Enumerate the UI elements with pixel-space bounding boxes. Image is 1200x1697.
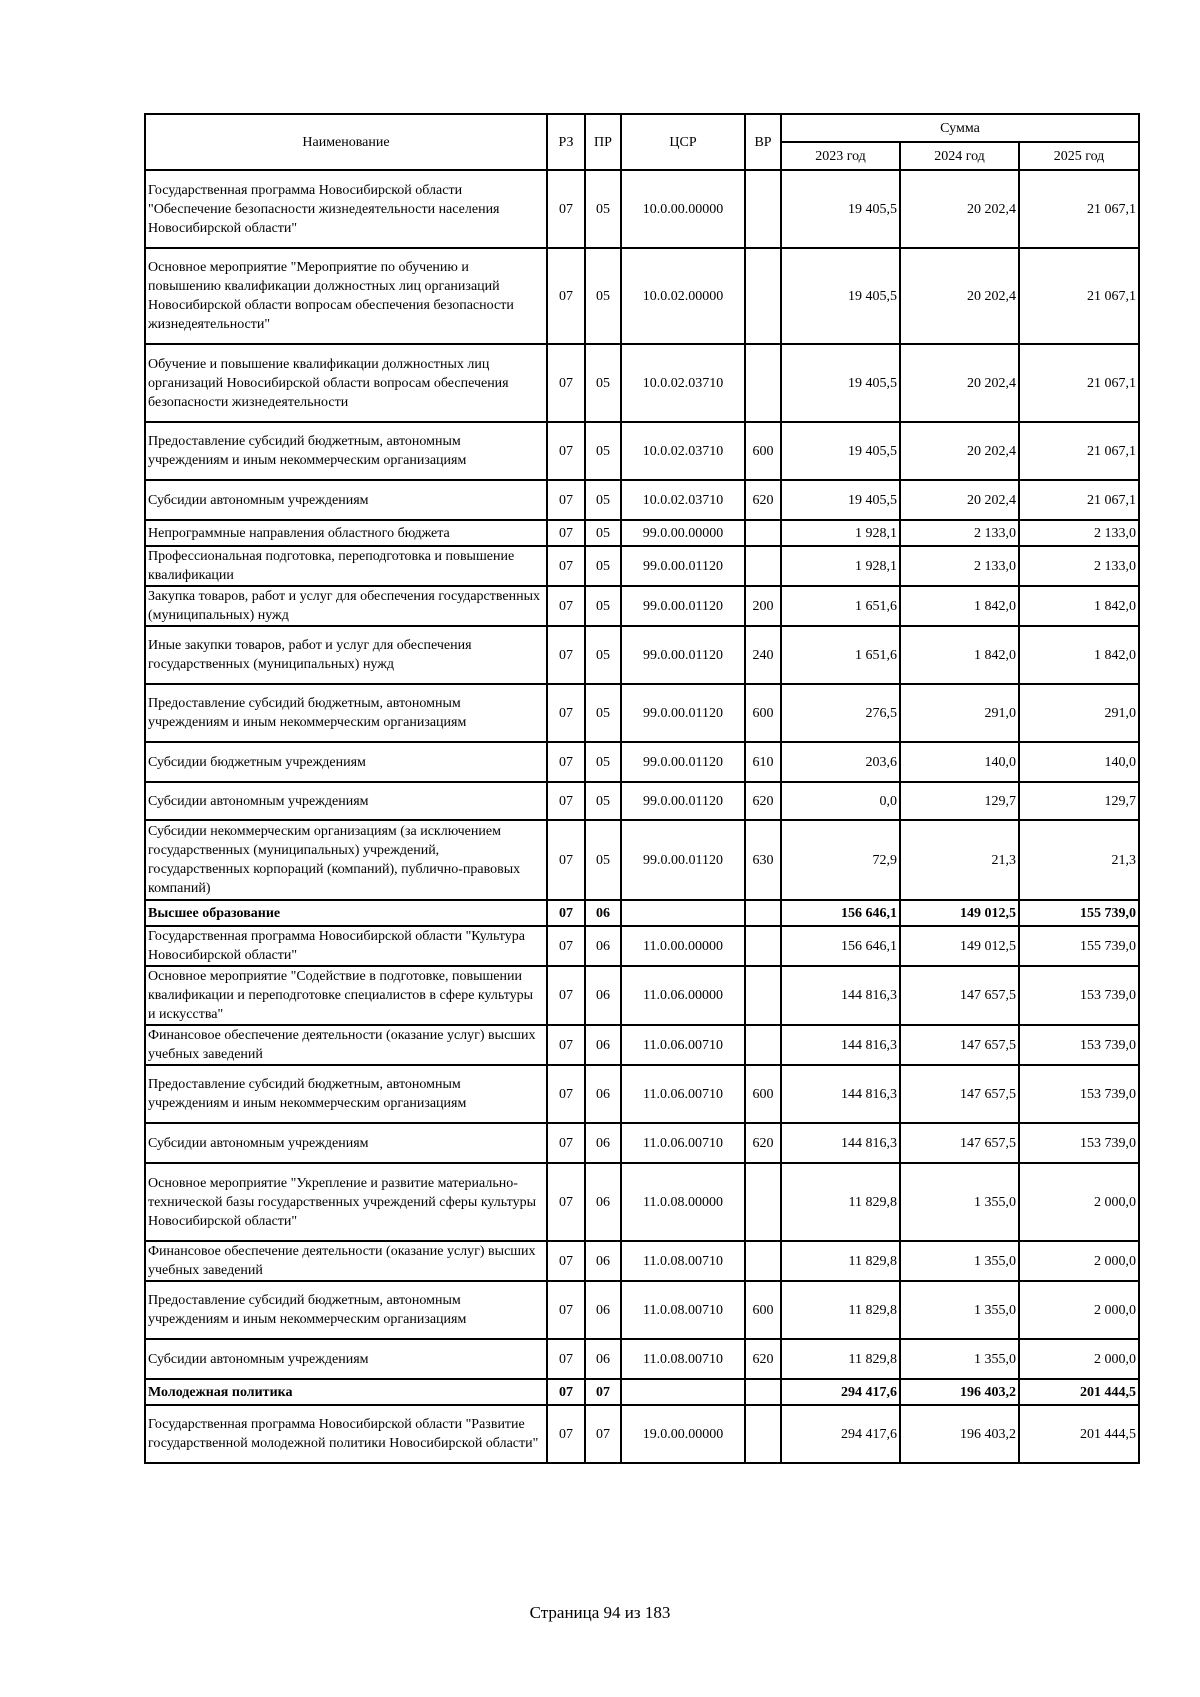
row-vr: 600: [745, 684, 781, 742]
table-row: [145, 1065, 1139, 1123]
row-sum-2024: 1 842,0: [900, 586, 1019, 626]
row-sum-2023: 294 417,6: [781, 1379, 900, 1405]
table-row: [145, 1405, 1139, 1463]
row-sum-2024: 149 012,5: [900, 900, 1019, 926]
row-sum-2023: 144 816,3: [781, 966, 900, 1025]
row-sum-2025: 2 000,0: [1019, 1241, 1139, 1281]
row-vr: [745, 1025, 781, 1065]
row-sum-2023: 19 405,5: [781, 248, 900, 344]
row-name: Финансовое обеспечение деятельности (оказание услуг) высших учебных заведений: [145, 1025, 547, 1065]
row-rz: 07: [547, 546, 585, 586]
table-row: [145, 1379, 1139, 1405]
row-rz: 07: [547, 1123, 585, 1163]
row-pr: 05: [585, 820, 621, 900]
row-sum-2023: 11 829,8: [781, 1281, 900, 1339]
header-year-2024: 2024 год: [900, 142, 1019, 170]
header-year-2025: 2025 год: [1019, 142, 1139, 170]
row-pr: 05: [585, 684, 621, 742]
row-csr: 10.0.02.03710: [621, 422, 745, 480]
row-csr: 99.0.00.01120: [621, 742, 745, 782]
row-sum-2023: 144 816,3: [781, 1065, 900, 1123]
row-csr: [621, 1379, 745, 1405]
row-csr: 11.0.06.00000: [621, 966, 745, 1025]
row-rz: 07: [547, 1065, 585, 1123]
row-name: Обучение и повышение квалификации должностных лиц организаций Новосибирской области вопросам обеспечения безопасности жизнедеятельности: [145, 344, 547, 422]
row-rz: 07: [547, 1241, 585, 1281]
row-csr: 99.0.00.01120: [621, 626, 745, 684]
row-csr: [621, 900, 745, 926]
row-vr: 620: [745, 1339, 781, 1379]
row-rz: 07: [547, 1281, 585, 1339]
row-sum-2023: 1 651,6: [781, 626, 900, 684]
table-row: [145, 170, 1139, 248]
row-sum-2024: 20 202,4: [900, 344, 1019, 422]
table-row: [145, 684, 1139, 742]
row-vr: [745, 966, 781, 1025]
row-sum-2024: 1 355,0: [900, 1281, 1019, 1339]
row-pr: 05: [585, 170, 621, 248]
row-sum-2025: 1 842,0: [1019, 626, 1139, 684]
row-sum-2025: 21 067,1: [1019, 422, 1139, 480]
row-sum-2024: 1 842,0: [900, 626, 1019, 684]
row-name: Непрограммные направления областного бюджета: [145, 520, 547, 546]
row-sum-2023: 19 405,5: [781, 480, 900, 520]
table-row: [145, 422, 1139, 480]
row-sum-2025: 21 067,1: [1019, 344, 1139, 422]
row-sum-2023: 1 928,1: [781, 520, 900, 546]
row-rz: 07: [547, 170, 585, 248]
row-name: Субсидии автономным учреждениям: [145, 782, 547, 820]
row-rz: 07: [547, 1405, 585, 1463]
table-row: [145, 742, 1139, 782]
table-row: [145, 1025, 1139, 1065]
row-name: Иные закупки товаров, работ и услуг для обеспечения государственных (муниципальных) нужд: [145, 626, 547, 684]
row-pr: 07: [585, 1379, 621, 1405]
row-rz: 07: [547, 626, 585, 684]
row-sum-2023: 11 829,8: [781, 1241, 900, 1281]
row-sum-2025: 2 133,0: [1019, 546, 1139, 586]
row-vr: 600: [745, 422, 781, 480]
row-sum-2024: 21,3: [900, 820, 1019, 900]
row-rz: 07: [547, 742, 585, 782]
row-name: Предоставление субсидий бюджетным, автономным учреждениям и иным некоммерческим организациям: [145, 1065, 547, 1123]
header-rz: РЗ: [547, 114, 585, 170]
row-sum-2023: 156 646,1: [781, 900, 900, 926]
row-name: Предоставление субсидий бюджетным, автономным учреждениям и иным некоммерческим организациям: [145, 1281, 547, 1339]
table-row: [145, 248, 1139, 344]
row-rz: 07: [547, 586, 585, 626]
row-rz: 07: [547, 1163, 585, 1241]
row-name: Финансовое обеспечение деятельности (оказание услуг) высших учебных заведений: [145, 1241, 547, 1281]
row-csr: 10.0.02.03710: [621, 344, 745, 422]
row-sum-2025: 21 067,1: [1019, 170, 1139, 248]
row-pr: 05: [585, 586, 621, 626]
row-sum-2024: 1 355,0: [900, 1339, 1019, 1379]
row-sum-2025: 129,7: [1019, 782, 1139, 820]
table-row: [145, 546, 1139, 586]
row-name: Субсидии автономным учреждениям: [145, 1123, 547, 1163]
row-sum-2024: 20 202,4: [900, 248, 1019, 344]
row-sum-2024: 147 657,5: [900, 1123, 1019, 1163]
table-row: [145, 1339, 1139, 1379]
table-row: [145, 900, 1139, 926]
row-csr: 11.0.06.00710: [621, 1065, 745, 1123]
row-vr: [745, 926, 781, 966]
row-name: Субсидии автономным учреждениям: [145, 1339, 547, 1379]
row-sum-2023: 0,0: [781, 782, 900, 820]
row-vr: [745, 1163, 781, 1241]
row-vr: 620: [745, 1123, 781, 1163]
row-csr: 99.0.00.01120: [621, 684, 745, 742]
row-csr: 11.0.06.00710: [621, 1123, 745, 1163]
row-sum-2025: 1 842,0: [1019, 586, 1139, 626]
row-name: Субсидии бюджетным учреждениям: [145, 742, 547, 782]
row-rz: 07: [547, 422, 585, 480]
row-rz: 07: [547, 926, 585, 966]
row-name: Высшее образование: [145, 900, 547, 926]
row-rz: 07: [547, 520, 585, 546]
row-pr: 05: [585, 520, 621, 546]
row-csr: 19.0.00.00000: [621, 1405, 745, 1463]
row-csr: 99.0.00.00000: [621, 520, 745, 546]
row-rz: 07: [547, 782, 585, 820]
row-name: Основное мероприятие "Укрепление и развитие материально-технической базы государственных учреждений сферы культуры Новосибирской области": [145, 1163, 547, 1241]
row-pr: 06: [585, 1163, 621, 1241]
row-sum-2025: 155 739,0: [1019, 900, 1139, 926]
row-vr: [745, 1241, 781, 1281]
row-vr: [745, 546, 781, 586]
row-csr: 10.0.02.03710: [621, 480, 745, 520]
row-sum-2024: 20 202,4: [900, 422, 1019, 480]
row-sum-2024: 147 657,5: [900, 1065, 1019, 1123]
row-rz: 07: [547, 966, 585, 1025]
row-sum-2023: 156 646,1: [781, 926, 900, 966]
row-pr: 06: [585, 1025, 621, 1065]
row-name: Субсидии автономным учреждениям: [145, 480, 547, 520]
row-vr: [745, 1379, 781, 1405]
row-sum-2023: 144 816,3: [781, 1025, 900, 1065]
row-rz: 07: [547, 248, 585, 344]
row-name: Предоставление субсидий бюджетным, автономным учреждениям и иным некоммерческим организациям: [145, 422, 547, 480]
row-sum-2023: 19 405,5: [781, 344, 900, 422]
row-sum-2025: 2 000,0: [1019, 1339, 1139, 1379]
row-name: Закупка товаров, работ и услуг для обеспечения государственных (муниципальных) нужд: [145, 586, 547, 626]
table-body: [145, 170, 1139, 1463]
row-rz: 07: [547, 1379, 585, 1405]
row-vr: 600: [745, 1281, 781, 1339]
row-name: Государственная программа Новосибирской области "Развитие государственной молодежной политики Новосибирской области": [145, 1405, 547, 1463]
row-csr: 10.0.00.00000: [621, 170, 745, 248]
table-row: [145, 480, 1139, 520]
row-pr: 06: [585, 1281, 621, 1339]
row-sum-2024: 196 403,2: [900, 1379, 1019, 1405]
row-pr: 05: [585, 782, 621, 820]
row-vr: 630: [745, 820, 781, 900]
row-sum-2023: 276,5: [781, 684, 900, 742]
row-sum-2023: 1 651,6: [781, 586, 900, 626]
table-row: [145, 626, 1139, 684]
row-sum-2024: 291,0: [900, 684, 1019, 742]
table-row: [145, 520, 1139, 546]
row-csr: 11.0.08.00000: [621, 1163, 745, 1241]
row-sum-2025: 153 739,0: [1019, 1065, 1139, 1123]
row-sum-2023: 72,9: [781, 820, 900, 900]
row-csr: 11.0.06.00710: [621, 1025, 745, 1065]
row-sum-2025: 201 444,5: [1019, 1379, 1139, 1405]
row-sum-2023: 19 405,5: [781, 170, 900, 248]
row-sum-2024: 147 657,5: [900, 966, 1019, 1025]
table-row: [145, 586, 1139, 626]
row-vr: [745, 248, 781, 344]
row-csr: 99.0.00.01120: [621, 546, 745, 586]
page-footer: Страница 94 из 183: [529, 1603, 671, 1622]
row-name: Субсидии некоммерческим организациям (за исключением государственных (муниципальных) учреждений, государственных корпораций (компаний), публично-правовых компаний): [145, 820, 547, 900]
row-rz: 07: [547, 1025, 585, 1065]
row-csr: 11.0.08.00710: [621, 1241, 745, 1281]
row-sum-2025: 153 739,0: [1019, 1025, 1139, 1065]
row-sum-2024: 2 133,0: [900, 520, 1019, 546]
row-sum-2023: 203,6: [781, 742, 900, 782]
row-sum-2025: 153 739,0: [1019, 1123, 1139, 1163]
table-row: [145, 1281, 1139, 1339]
row-pr: 05: [585, 422, 621, 480]
row-sum-2024: 149 012,5: [900, 926, 1019, 966]
row-vr: 240: [745, 626, 781, 684]
row-vr: 610: [745, 742, 781, 782]
row-csr: 11.0.08.00710: [621, 1339, 745, 1379]
row-sum-2025: 2 000,0: [1019, 1281, 1139, 1339]
row-csr: 99.0.00.01120: [621, 586, 745, 626]
table-row: [145, 1163, 1139, 1241]
row-rz: 07: [547, 480, 585, 520]
row-pr: 06: [585, 926, 621, 966]
row-vr: 620: [745, 480, 781, 520]
row-pr: 05: [585, 546, 621, 586]
row-sum-2024: 196 403,2: [900, 1405, 1019, 1463]
row-csr: 99.0.00.01120: [621, 782, 745, 820]
row-rz: 07: [547, 900, 585, 926]
row-csr: 11.0.00.00000: [621, 926, 745, 966]
row-pr: 05: [585, 480, 621, 520]
row-sum-2025: 153 739,0: [1019, 966, 1139, 1025]
row-sum-2024: 1 355,0: [900, 1163, 1019, 1241]
row-sum-2024: 129,7: [900, 782, 1019, 820]
header-vr: ВР: [745, 114, 781, 170]
header-sum: Сумма: [781, 114, 1139, 142]
row-sum-2023: 1 928,1: [781, 546, 900, 586]
row-name: Молодежная политика: [145, 1379, 547, 1405]
row-name: Основное мероприятие "Мероприятие по обучению и повышению квалификации должностных лиц организаций Новосибирской области вопросам обеспечения безопасности жизнедеятельности": [145, 248, 547, 344]
row-pr: 05: [585, 742, 621, 782]
table-row: [145, 782, 1139, 820]
row-vr: 200: [745, 586, 781, 626]
row-sum-2025: 21 067,1: [1019, 480, 1139, 520]
row-sum-2023: 144 816,3: [781, 1123, 900, 1163]
row-sum-2024: 147 657,5: [900, 1025, 1019, 1065]
row-sum-2024: 140,0: [900, 742, 1019, 782]
header-year-2023: 2023 год: [781, 142, 900, 170]
row-name: Основное мероприятие "Содействие в подготовке, повышении квалификации и переподготовке специалистов в сфере культуры и искусства": [145, 966, 547, 1025]
table-row: [145, 1241, 1139, 1281]
row-sum-2025: 291,0: [1019, 684, 1139, 742]
row-pr: 05: [585, 248, 621, 344]
row-csr: 99.0.00.01120: [621, 820, 745, 900]
table-row: [145, 966, 1139, 1025]
row-pr: 06: [585, 1065, 621, 1123]
row-sum-2024: 1 355,0: [900, 1241, 1019, 1281]
row-sum-2025: 2 000,0: [1019, 1163, 1139, 1241]
header-csr: ЦСР: [621, 114, 745, 170]
row-csr: 10.0.02.00000: [621, 248, 745, 344]
row-rz: 07: [547, 820, 585, 900]
row-pr: 07: [585, 1405, 621, 1463]
row-pr: 06: [585, 966, 621, 1025]
header-pr: ПР: [585, 114, 621, 170]
row-pr: 06: [585, 1241, 621, 1281]
row-sum-2024: 20 202,4: [900, 170, 1019, 248]
row-pr: 05: [585, 344, 621, 422]
row-vr: 620: [745, 782, 781, 820]
row-sum-2025: 140,0: [1019, 742, 1139, 782]
row-rz: 07: [547, 1339, 585, 1379]
row-sum-2025: 2 133,0: [1019, 520, 1139, 546]
header-name: Наименование: [145, 114, 547, 170]
row-sum-2023: 11 829,8: [781, 1339, 900, 1379]
row-pr: 06: [585, 1123, 621, 1163]
row-name: Государственная программа Новосибирской области "Культура Новосибирской области": [145, 926, 547, 966]
row-csr: 11.0.08.00710: [621, 1281, 745, 1339]
row-sum-2023: 19 405,5: [781, 422, 900, 480]
row-vr: [745, 170, 781, 248]
table-row: [145, 926, 1139, 966]
row-name: Государственная программа Новосибирской области "Обеспечение безопасности жизнедеятельности населения Новосибирской области": [145, 170, 547, 248]
budget-table: [144, 113, 1140, 1464]
row-vr: [745, 1405, 781, 1463]
table-row: [145, 344, 1139, 422]
table-row: [145, 1123, 1139, 1163]
row-rz: 07: [547, 684, 585, 742]
row-sum-2024: 20 202,4: [900, 480, 1019, 520]
row-vr: 600: [745, 1065, 781, 1123]
row-rz: 07: [547, 344, 585, 422]
row-sum-2025: 155 739,0: [1019, 926, 1139, 966]
row-sum-2023: 294 417,6: [781, 1405, 900, 1463]
row-name: Предоставление субсидий бюджетным, автономным учреждениям и иным некоммерческим организациям: [145, 684, 547, 742]
row-sum-2025: 21 067,1: [1019, 248, 1139, 344]
row-sum-2025: 201 444,5: [1019, 1405, 1139, 1463]
row-pr: 05: [585, 626, 621, 684]
row-sum-2025: 21,3: [1019, 820, 1139, 900]
row-pr: 06: [585, 900, 621, 926]
row-vr: [745, 900, 781, 926]
row-vr: [745, 520, 781, 546]
row-name: Профессиональная подготовка, переподготовка и повышение квалификации: [145, 546, 547, 586]
row-sum-2024: 2 133,0: [900, 546, 1019, 586]
table-row: [145, 820, 1139, 900]
row-pr: 06: [585, 1339, 621, 1379]
row-sum-2023: 11 829,8: [781, 1163, 900, 1241]
row-vr: [745, 344, 781, 422]
